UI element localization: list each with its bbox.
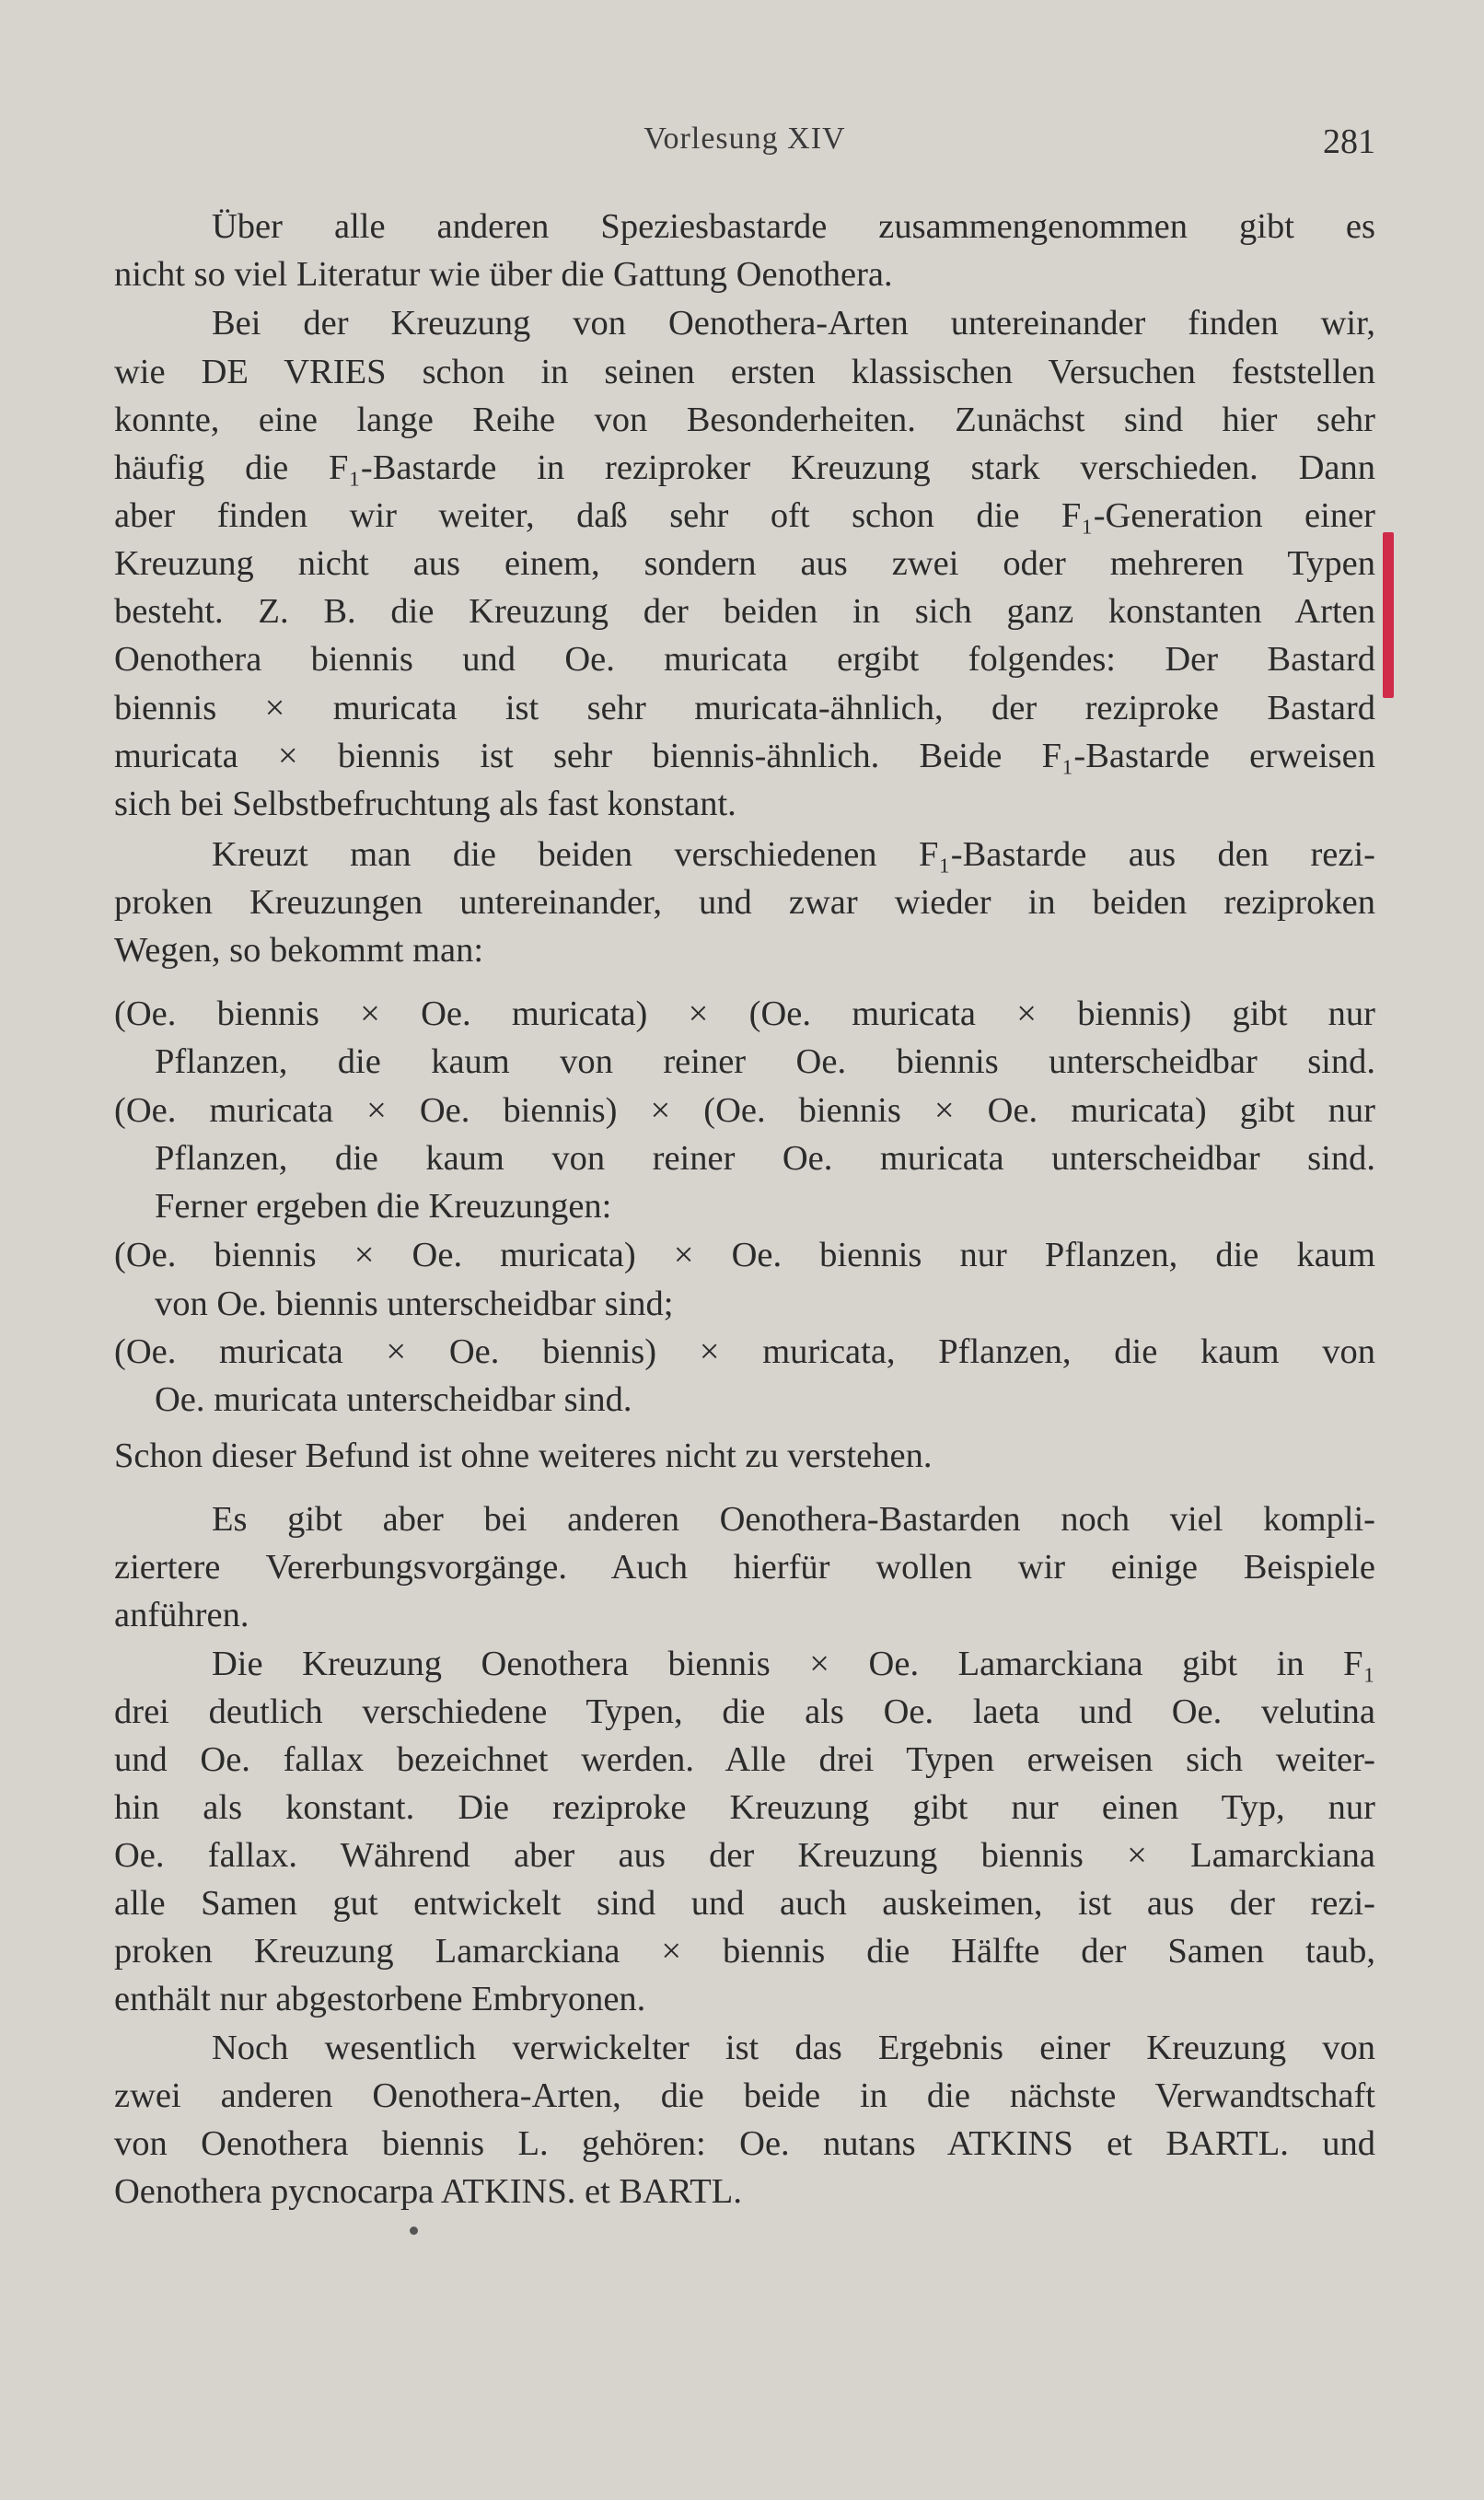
text-line: besteht. Z. B. die Kreuzung der beiden in sich ganz konstanten Arten bbox=[114, 592, 1375, 631]
text-line: (Oe. muricata × Oe. biennis) × (Oe. biennis × Oe. muricata) gibt nur bbox=[114, 1091, 1375, 1130]
text-line: zwei anderen Oenothera-Arten, die beide in die nächste Verwandtschaft bbox=[114, 2076, 1375, 2115]
text-line: konnte, eine lange Reihe von Besonderheiten. Zunächst sind hier sehr bbox=[114, 401, 1375, 439]
text-line: Oe. fallax. Während aber aus der Kreuzung biennis × Lamarckiana bbox=[114, 1836, 1375, 1875]
text-line: Wegen, so bekommt man: bbox=[114, 931, 484, 970]
text-line: Oenothera pycnocarpa ATKINS. et BARTL. bbox=[114, 2172, 742, 2211]
text-line: sich bei Selbstbefruchtung als fast konstant. bbox=[114, 785, 736, 823]
text-line: Oe. muricata unterscheidbar sind. bbox=[155, 1380, 632, 1419]
text-line: biennis × muricata ist sehr muricata-ähnlich, der reziproke Bastard bbox=[114, 689, 1375, 727]
text-line: muricata × biennis ist sehr biennis-ähnlich. Beide F₁-Bastarde erweisen bbox=[114, 737, 1375, 775]
page-header bbox=[114, 122, 1375, 168]
text-line: Pflanzen, die kaum von reiner Oe. biennis unterscheidbar sind. bbox=[155, 1042, 1375, 1081]
text-line: Über alle anderen Speziesbastarde zusammengenommen gibt es bbox=[212, 207, 1375, 246]
text-line: Ferner ergeben die Kreuzungen: bbox=[155, 1187, 612, 1226]
text-line: Es gibt aber bei anderen Oenothera-Bastarden noch viel kompli- bbox=[212, 1500, 1375, 1539]
text-line: Schon dieser Befund ist ohne weiteres nicht zu verstehen. bbox=[114, 1436, 933, 1475]
text-line: wie DE VRIES schon in seinen ersten klassischen Versuchen feststellen bbox=[114, 353, 1375, 391]
text-line: drei deutlich verschiedene Typen, die als Oe. laeta und Oe. velutina bbox=[114, 1692, 1375, 1731]
text-line: alle Samen gut entwickelt sind und auch auskeimen, ist aus der rezi- bbox=[114, 1884, 1375, 1923]
running-head: Vorlesung XIV bbox=[643, 122, 846, 156]
text-line: ziertere Vererbungsvorgänge. Auch hierfür wollen wir einige Beispiele bbox=[114, 1548, 1375, 1587]
text-line: aber finden wir weiter, daß sehr oft schon die F₁-Generation einer bbox=[114, 496, 1375, 535]
text-line: nicht so viel Literatur wie über die Gattung Oenothera. bbox=[114, 255, 893, 294]
ink-spot bbox=[410, 2227, 418, 2235]
text-line: von Oenothera biennis L. gehören: Oe. nutans ATKINS et BARTL. und bbox=[114, 2124, 1375, 2163]
text-line: proken Kreuzungen untereinander, und zwar wieder in beiden reziproken bbox=[114, 883, 1375, 922]
text-line: (Oe. biennis × Oe. muricata) × (Oe. muricata × biennis) gibt nur bbox=[114, 994, 1375, 1033]
text-line: proken Kreuzung Lamarckiana × biennis die Hälfte der Samen taub, bbox=[114, 1932, 1375, 1971]
text-line: häufig die F₁-Bastarde in reziproker Kreuzung stark verschieden. Dann bbox=[114, 448, 1375, 487]
text-line: anführen. bbox=[114, 1596, 249, 1634]
red-margin-mark bbox=[1383, 532, 1394, 698]
text-line: enthält nur abgestorbene Embryonen. bbox=[114, 1980, 646, 2018]
text-line: (Oe. biennis × Oe. muricata) × Oe. biennis nur Pflanzen, die kaum bbox=[114, 1236, 1375, 1274]
text-line: Pflanzen, die kaum von reiner Oe. muricata unterscheidbar sind. bbox=[155, 1139, 1375, 1178]
text-line: Die Kreuzung Oenothera biennis × Oe. Lamarckiana gibt in F₁ bbox=[212, 1645, 1375, 1683]
text-line: (Oe. muricata × Oe. biennis) × muricata, Pflanzen, die kaum von bbox=[114, 1332, 1375, 1371]
text-line: und Oe. fallax bezeichnet werden. Alle drei Typen erweisen sich weiter- bbox=[114, 1740, 1375, 1779]
text-line: Kreuzt man die beiden verschiedenen F₁-Bastarde aus den rezi- bbox=[212, 835, 1375, 874]
text-line: Noch wesentlich verwickelter ist das Ergebnis einer Kreuzung von bbox=[212, 2029, 1375, 2067]
text-line: von Oe. biennis unterscheidbar sind; bbox=[155, 1285, 674, 1323]
text-line: Kreuzung nicht aus einem, sondern aus zwei oder mehreren Typen bbox=[114, 544, 1375, 583]
text-line: Oenothera biennis und Oe. muricata ergibt folgendes: Der Bastard bbox=[114, 640, 1375, 679]
text-line: hin als konstant. Die reziproke Kreuzung gibt nur einen Typ, nur bbox=[114, 1788, 1375, 1827]
page-number: 281 bbox=[1323, 122, 1375, 161]
text-line: Bei der Kreuzung von Oenothera-Arten untereinander finden wir, bbox=[212, 304, 1375, 343]
